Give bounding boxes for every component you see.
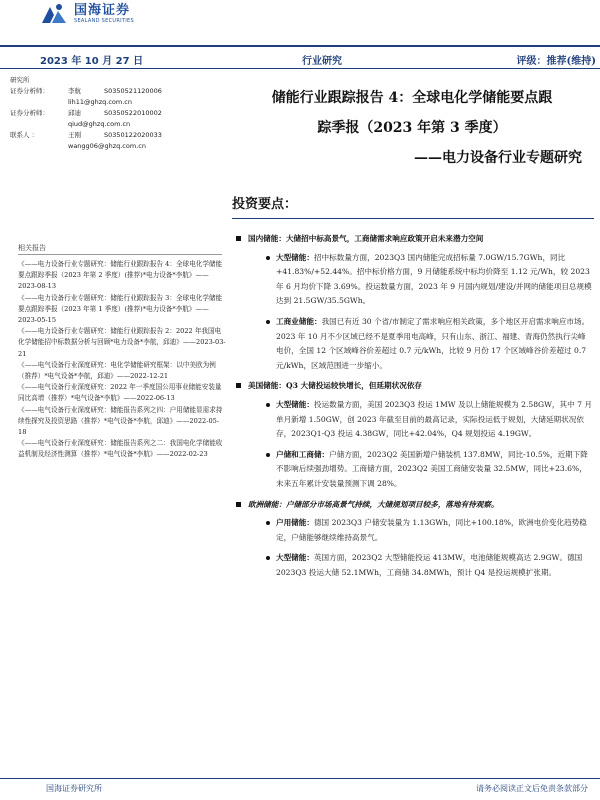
author-entry <box>10 130 220 152</box>
related-reports-rule <box>18 254 222 255</box>
title-line-2: 踪季报（2023 年第 3 季度） <box>317 120 507 136</box>
subsection-heading: 大型储能： <box>276 252 314 262</box>
author-email[interactable]: wangg06@ghzq.com.cn <box>68 142 146 150</box>
report-type: 行业研究 <box>302 56 342 67</box>
author-email[interactable]: qiud@ghzq.com.cn <box>68 120 131 128</box>
subsection-heading: 大型储能： <box>276 399 314 409</box>
section-heading: 美国储能：Q3 大储投运较快增长，但延期状况依存 <box>248 381 423 391</box>
author-license-id: S0350122020033 <box>104 131 162 139</box>
report-subtitle: ——电力设备行业专题研究 <box>414 150 582 166</box>
subsection <box>248 398 592 442</box>
subsection-text: 我国已有近 30 个省/市制定了需求响应相关政策，多个地区开启需求响应市场。2023 年 10 月不少区域已经不是夏季用电高峰，只有山东、浙江、福建、青海仍然执行尖峰电价，全国 12 个区域峰谷价差超过 0.7 元/kWh，比较 9 月份 17 个区域峰谷价差超过 0.7 元/kWh，区域范围进一步缩小。 <box>276 316 590 370</box>
section-heading: 欧洲储能：户储部分市场高景气持续，大储规划项目较多，落地有待观察。 <box>248 499 499 509</box>
subsection-heading: 户用储能： <box>276 518 314 528</box>
related-report-item[interactable]: 《——电气设备行业深度研究：电化学储能研究框架：以中美欧为例（推荐）*电气设备*李航，邱迪》——2022-12-21 <box>18 360 216 381</box>
company-logo <box>40 3 134 25</box>
square-bullet-icon <box>236 383 241 388</box>
author-email[interactable]: lih11@ghzq.com.cn <box>68 98 132 106</box>
section-us-storage <box>236 379 592 491</box>
subsection <box>248 448 592 492</box>
author-name: 李航 <box>68 87 81 95</box>
author-info <box>10 75 220 152</box>
author-license-id: S0350521120006 <box>104 87 162 95</box>
subsection-text: 户储方面，2023Q2 美国新增户储装机 137.8MW，同比-10.5%，近期下降不影响后续强劲增势。工商储方面，2023Q2 美国工商储安装量 32.5MW，同比+23.6%，未来五年累计安装量预测下调 28%。 <box>276 449 588 488</box>
report-date: 2023 年 10 月 27 日 <box>40 56 144 67</box>
dot-bullet-icon <box>266 320 270 324</box>
subsection-text: 招中标数量方面，2023Q3 国内储能完成招标量 7.0GW/15.7GWh，同比+41.83%/+52.44%。招中标价格方面，9 月储能系统中标均价降至 1.12 元/Wh，较 2023 年 6 月均价下降 3.69%。投运数量方面，2023 年 9 月国内规划/建设/并网的储能项目总规模达到 21.5GW/35.5GWh。 <box>276 252 592 306</box>
investment-highlights-rule <box>232 218 594 219</box>
dot-bullet-icon <box>266 403 270 407</box>
research-institute-label: 研究所 <box>10 76 30 84</box>
logo-name-en: SEALAND SECURITIES <box>74 17 134 24</box>
author-name: 王刚 <box>68 131 81 139</box>
related-report-item[interactable]: 《——电气设备行业深度研究：储能报告系列之四：户用储能显需求持续性探究及投资思路（推荐）*电气设备*李航，邱迪》——2022-05-18 <box>18 405 223 437</box>
dot-bullet-icon <box>266 453 270 457</box>
related-reports-list <box>18 259 226 461</box>
related-reports-title: 相关报告 <box>18 244 46 252</box>
investment-highlights-body <box>236 232 592 586</box>
related-report-item[interactable]: 《——电力设备行业专题研究：储能行业跟踪报告 2：2022 年我国电化学储能招中标数据分析与回顾*电力设备*李航，邱迪》——2023-03-21 <box>18 327 226 358</box>
subsection <box>248 516 592 545</box>
investment-highlights-title: 投资要点： <box>232 197 298 212</box>
subsection <box>248 251 592 309</box>
section-europe-storage <box>236 498 592 581</box>
related-report-item[interactable]: 《——电力设备行业专题研究：储能行业跟踪报告 3：全球电化学储能要点跟踪季报（2023 年第 1 季度）(推荐)*电力设备*李航》——2023-05-15 <box>18 293 223 325</box>
square-bullet-icon <box>236 502 241 507</box>
dot-bullet-icon <box>266 521 270 525</box>
logo-name-cn: 国海证券 <box>74 2 131 18</box>
author-role: 证券分析师： <box>10 87 49 95</box>
report-rating: 评级：推荐(维持) <box>516 56 596 67</box>
author-entry <box>10 86 220 108</box>
subsection-heading: 户储和工商储： <box>276 449 330 459</box>
section-domestic-storage <box>236 232 592 373</box>
section-heading: 国内储能：大储招中标高景气，工商储需求响应政策开启未来潜力空间 <box>248 234 484 243</box>
header-top-rule <box>0 45 600 47</box>
author-role: 证券分析师： <box>10 109 49 117</box>
subsection <box>248 315 592 373</box>
dot-bullet-icon <box>266 556 270 560</box>
logo-mark-icon <box>40 3 68 25</box>
subsection-heading: 工商业储能： <box>276 316 322 326</box>
author-license-id: S0350522010002 <box>104 109 162 117</box>
related-report-item[interactable]: 《——电力设备行业专题研究：储能行业跟踪报告 4：全球电化学储能要点跟踪季报（2023 年第 2 季度）(推荐)*电力设备*李航》——2023-08-13 <box>18 260 223 291</box>
subsection <box>248 551 592 580</box>
header-bottom-rule <box>0 68 600 69</box>
subsection-text: 英国方面，2023Q2 大型储能投运 413MW，电池储能规模高达 2.9GW。德国 2023Q3 投运大储 52.1MWh，工商储 34.8MWh，预计 Q4 是投运规模扩张期。 <box>276 553 583 577</box>
author-name: 邱迪 <box>68 109 81 117</box>
subsection-heading: 大型储能： <box>276 553 314 563</box>
footer-institute: 国海证券研究所 <box>46 784 102 793</box>
related-report-item[interactable]: 《——电气设备行业深度研究：储能报告系列之二：我国电化学储能收益机制及经济性测算（推荐）*电气设备*李航》——2022-02-23 <box>18 439 223 459</box>
subsection-text: 投运数量方面，美国 2023Q3 投运 1MW 及以上储能规模为 2.58GW，其中 7 月单月新增 1.50GW，创 2023 年截至目前的最高记录，实际投运低于规划，大储延期状况依存，2023Q1-Q3 投运 4.38GW，同比+42.04%，Q4 规划投运 4.19GW。 <box>276 399 592 439</box>
square-bullet-icon <box>236 236 241 241</box>
dot-bullet-icon <box>266 256 270 260</box>
title-line-1: 储能行业跟踪报告 4：全球电化学储能要点跟 <box>271 90 553 106</box>
author-role: 联系人 ： <box>10 131 39 139</box>
author-entry <box>10 108 220 130</box>
report-title <box>232 83 592 173</box>
related-report-item[interactable]: 《——电气设备行业深度研究：2022 年一季度国公用事业储能安装量同比高增（推荐）*电气设备*李航》——2022-06-13 <box>18 383 222 403</box>
footer-rule <box>0 778 600 779</box>
subsection-text: 德国 2023Q3 户储安装量为 1.13GWh，同比+100.18%，欧洲电价变化趋势稳定，户储能够继续维持高景气。 <box>276 518 587 542</box>
footer-disclaimer-note: 请务必阅读正文后免责条款部分 <box>476 784 588 793</box>
